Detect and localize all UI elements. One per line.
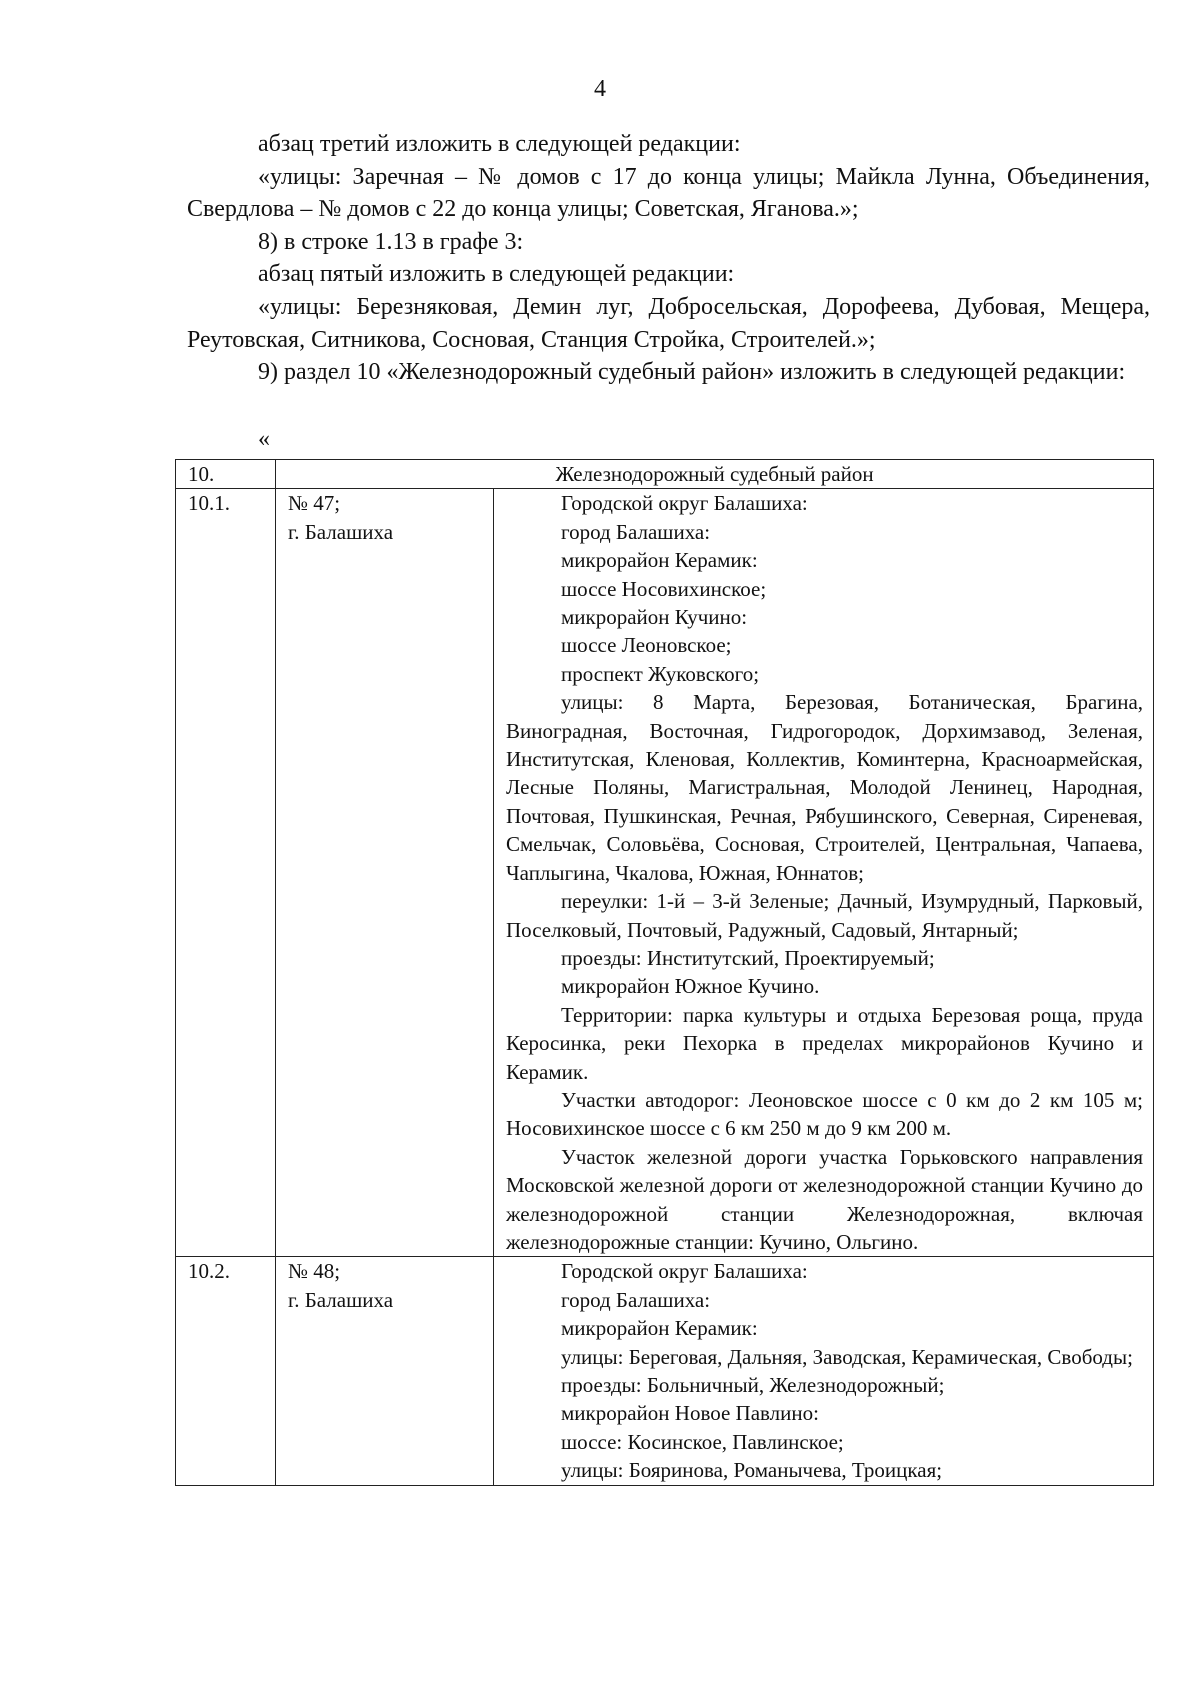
intro-paragraph: «улицы: Заречная – № домов с 17 до конца улицы; Майкла Лунна, Объединения, Свердлова – № домов с 22 до конца улицы; Советская, Яганова.»;	[187, 163, 1150, 223]
territory-cell	[494, 489, 1154, 1257]
territory-line: микрорайон Новое Павлино:	[561, 1401, 819, 1426]
table-header-row	[176, 460, 1154, 489]
territory-line: микрорайон Керамик:	[561, 1316, 758, 1341]
territory-line: Городской округ Балашиха:	[561, 1259, 808, 1284]
territory-line: Городской округ Балашиха:	[561, 491, 808, 516]
territory-line: шоссе: Косинское, Павлинское;	[561, 1429, 844, 1454]
court-city: г. Балашиха	[288, 519, 394, 544]
territory-line: город Балашиха:	[561, 519, 711, 544]
territory-line: улицы: Береговая, Дальняя, Заводская, Керамическая, Свободы;	[561, 1344, 1133, 1369]
row-number: 10.1.	[176, 489, 276, 1257]
court-cell	[276, 1257, 494, 1485]
territory-line: микрорайон Южное Кучино.	[561, 974, 820, 999]
table-row	[176, 489, 1154, 1257]
court-city: г. Балашиха	[288, 1287, 394, 1312]
territory-line: Участки автодорог: Леоновское шоссе с 0 км до 2 км 105 м; Носовихинское шоссе с 6 км 250 м до 9 км 200 м.	[506, 1087, 1144, 1141]
section-title: Железнодорожный судебный район	[276, 460, 1154, 489]
territory-line: шоссе Носовихинское;	[561, 576, 767, 601]
territory-line: микрорайон Керамик:	[561, 548, 758, 573]
intro-paragraph: абзац пятый изложить в следующей редакции:	[258, 261, 735, 288]
intro-paragraph: «улицы: Березняковая, Демин луг, Добросельская, Дорофеева, Дубовая, Мещера, Реутовская, Ситникова, Сосновая, Станция Стройка, Строителей.»;	[187, 293, 1150, 353]
territory-line: микрорайон Кучино:	[561, 605, 748, 630]
territory-line: проезды: Больничный, Железнодорожный;	[561, 1373, 945, 1397]
court-district-table	[175, 459, 1154, 1486]
intro-paragraph: 9) раздел 10 «Железнодорожный судебный район» изложить в следующей редакции:	[258, 359, 1126, 386]
row-number: 10.2.	[176, 1257, 276, 1485]
court-number: № 47;	[288, 491, 341, 516]
intro-paragraph: 8) в строке 1.13 в графе 3:	[258, 228, 524, 255]
territory-line: шоссе Леоновское;	[561, 633, 732, 658]
court-number: № 48;	[288, 1259, 341, 1284]
territory-line: улицы: Бояринова, Романычева, Троицкая;	[561, 1458, 943, 1483]
territory-line: Участок железной дороги участка Горьковского направления Московской железной дороги от железнодорожной станции Кучино до железнодорожной станции Железнодорожная, включая железнодорожные станции: Кучино, Ольгино.	[506, 1144, 1144, 1254]
territory-line: город Балашиха:	[561, 1287, 711, 1312]
page-number: 4	[594, 76, 606, 102]
section-number: 10.	[176, 460, 276, 489]
table-row	[176, 1257, 1154, 1485]
territory-line: проезды: Институтский, Проектируемый;	[561, 945, 935, 970]
open-quote: «	[258, 426, 270, 452]
territory-line: проспект Жуковского;	[561, 661, 760, 686]
intro-paragraph: абзац третий изложить в следующей редакции:	[258, 131, 741, 157]
territory-line: переулки: 1-й – 3-й Зеленые; Дачный, Изумрудный, Парковый, Поселковый, Почтовый, Радужный, Садовый, Янтарный;	[506, 889, 1144, 942]
court-cell	[276, 489, 494, 1257]
intro-text	[187, 128, 1150, 389]
territory-line: улицы: 8 Марта, Березовая, Ботаническая, Брагина, Виноградная, Восточная, Гидрогородок, Дорхимзавод, Зеленая, Институтская, Кленовая, Коллектив, Коминтерна, Красноармейская, Лесные Поляны, Магистральная, Молодой Ленинец, Народная, Почтовая, Пушкинская, Речная, Рябушинского, Северная, Сиреневая, Смельчак, Соловьёва, Сосновая, Строителей, Центральная, Чапаева, Чаплыгина, Чкалова, Южная, Юннатов;	[506, 690, 1144, 885]
territory-line: Территории: парка культуры и отдыха Березовая роща, пруда Керосинка, реки Пехорка в пределах микрорайонов Кучино и Керамик.	[506, 1002, 1144, 1084]
territory-cell	[494, 1257, 1154, 1485]
